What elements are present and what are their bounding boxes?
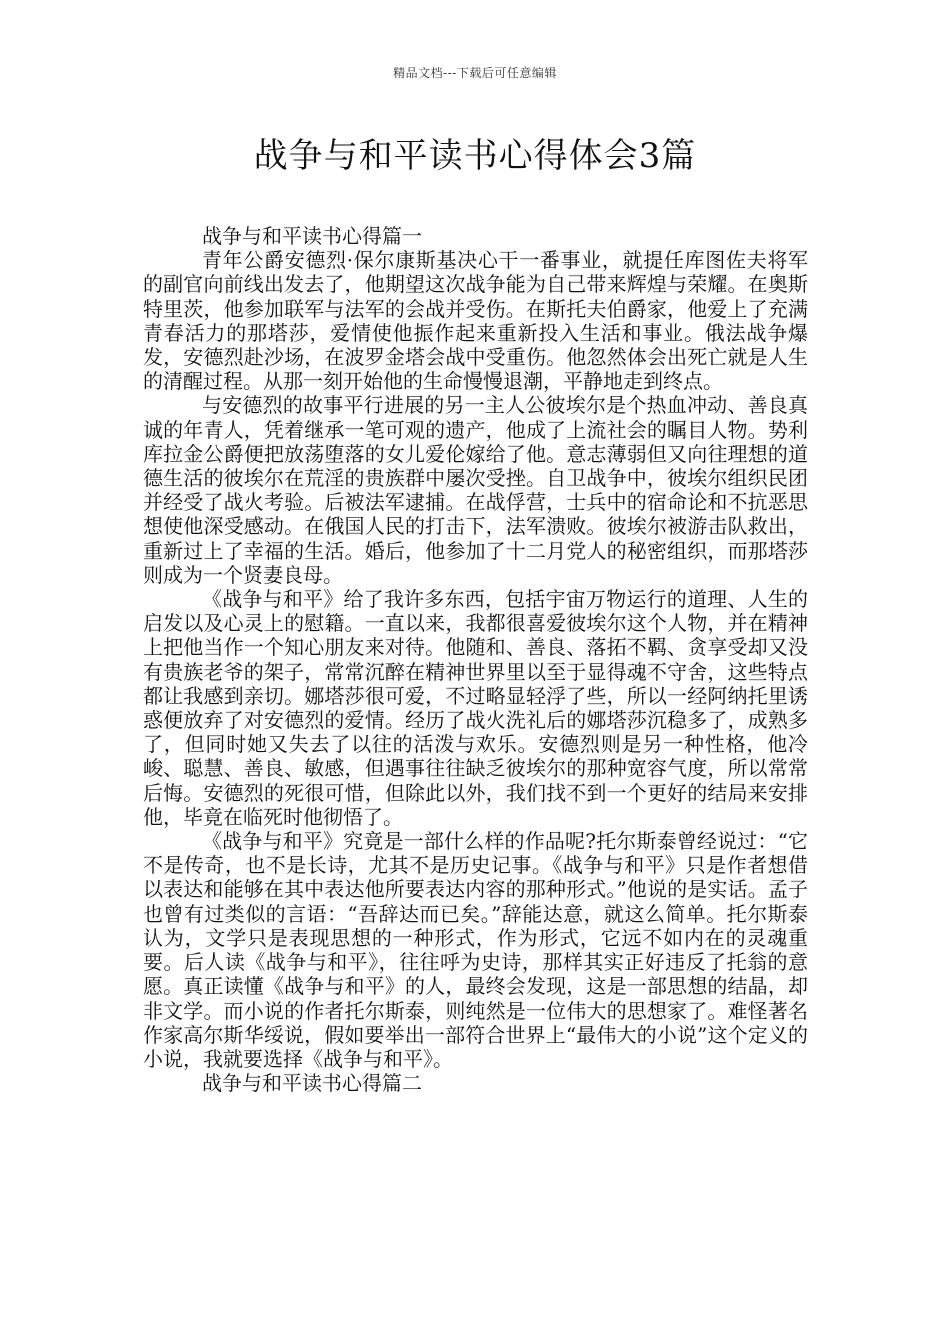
section-heading: 战争与和平读书心得篇二 (202, 1071, 422, 1096)
paragraph: 《战争与和平》给了我许多东西，包括宇宙万物运行的道理、人生的启发以及心灵上的慰籍。一直以来，我都很喜爱彼埃尔这个人物，并在精神上把他当作一个知心朋友来对待。他随和、善良、落拓不羁、贪享受却又没有贵族老爷的架子，常常沉醉在精神世界里以至于显得魂不守舍，这些特点都让我感到亲切。娜塔莎很可爱，不过略显轻浮了些，所以一经阿纳托里诱惑便放弃了对安德烈的爱情。经历了战火洗礼后的娜塔莎沉稳多了，成熟多了，但同时她又失去了以往的活泼与欢乐。安德烈则是另一种性格，他冷峻、聪慧、善良、敏感，但遇事往往缺乏彼埃尔的那种宽容气度，所以常常后悔。安德烈的死很可惜，但除此以外，我们找不到一个更好的结局来安排他，毕竟在临死时他彻悟了。 (143, 587, 808, 829)
section-heading: 战争与和平读书心得篇一 (202, 224, 422, 248)
paragraph: 《战争与和平》究竟是一部什么样的作品呢?托尔斯泰曾经说过：“它不是传奇，也不是长诗，尤其不是历史记事。《战争与和平》只是作者想借以表达和能够在其中表达他所要表达内容的那种形式。”他说的是实话。孟子也曾有过类似的言语：“吾辞达而已矣。”辞能达意，就这么简单。托尔斯泰认为，文学只是表现思想的一种形式，作为形式，它远不如内在的灵魂重要。后人读《战争与和平》，往往呼为史诗，那样其实正好违反了托翁的意愿。真正读懂《战争与和平》的人，最终会发现，这是一部思想的结晶，却非文学。而小说的作者托尔斯泰，则纯然是一位伟大的思想家了。难怪著名作家高尔斯华绥说，假如要举出一部符合世界上“最伟大的小说”这个定义的小说，我就要选择《战争与和平》。 (143, 829, 808, 1071)
page-header: 精品文档---下载后可任意编辑 (393, 66, 557, 80)
paragraph: 与安德烈的故事平行进展的另一主人公彼埃尔是个热血冲动、善良真诚的年青人，凭着继承一笔可观的遗产，他成了上流社会的瞩目人物。势利库拉金公爵便把放荡堕落的女儿爱伦嫁给了他。意志薄弱但又向往理想的道德生活的彼埃尔在荒淫的贵族群中屡次受挫。自卫战争中，彼埃尔组织民团并经受了战火考验。后被法军逮捕。在战俘营，士兵中的宿命论和不抗恶思想使他深受感动。在俄国人民的打击下，法军溃败。彼埃尔被游击队救出，重新过上了幸福的生活。婚后，他参加了十二月党人的秘密组织，而那塔莎则成为一个贤妻良母。 (143, 393, 808, 587)
document-body (143, 224, 808, 1095)
paragraph: 青年公爵安德烈·保尔康斯基决心干一番事业，就提任库图佐夫将军的副官向前线出发去了，他期望这次战争能为自己带来辉煌与荣耀。在奥斯特里茨，他参加联军与法军的会战并受伤。在斯托夫伯爵家，他爱上了充满青春活力的那塔莎，爱情使他振作起来重新投入生活和事业。俄法战争爆发，安德烈赴沙场，在波罗金塔会战中受重伤。他忽然体会出死亡就是人生的清醒过程。从那一刻开始他的生命慢慢退潮，平静地走到终点。 (143, 248, 808, 394)
document-title: 战争与和平读书心得体会3篇 (253, 136, 697, 176)
